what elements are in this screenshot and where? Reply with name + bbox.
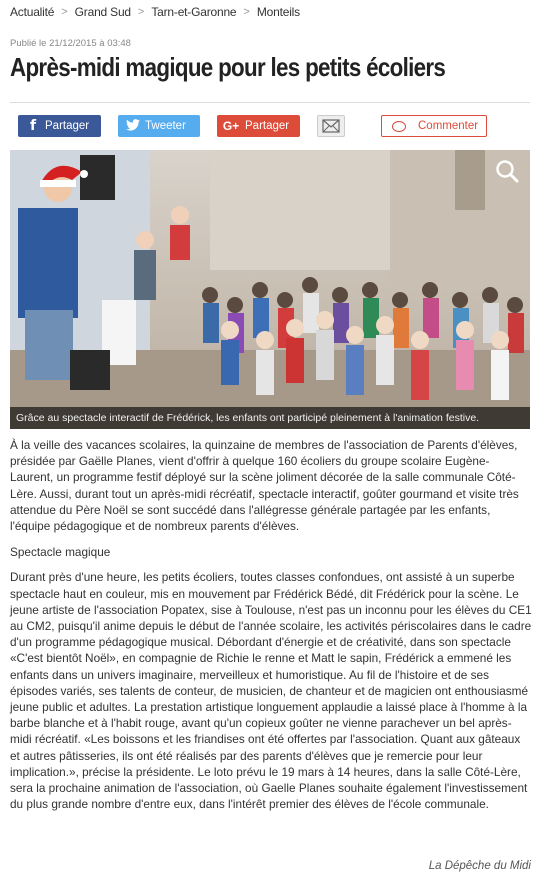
article-body (10, 437, 532, 822)
speech-bubble-icon (392, 121, 406, 132)
comment-button-label: Commenter (418, 120, 479, 132)
article-title: Après-midi magique pour les petits écoliers (10, 52, 446, 82)
breadcrumb (10, 4, 300, 20)
photo-scene (10, 150, 530, 429)
breadcrumb-separator: > (137, 6, 145, 18)
breadcrumb-monteils[interactable]: Monteils (256, 5, 300, 19)
facebook-share-label: Partager (45, 120, 90, 132)
googleplus-share-label: Partager (245, 120, 290, 132)
facebook-icon: f (29, 118, 37, 134)
article-photo[interactable] (10, 150, 530, 429)
comment-button[interactable] (381, 115, 487, 137)
email-share-button[interactable] (317, 115, 345, 137)
breadcrumb-grand-sud[interactable]: Grand Sud (74, 5, 131, 19)
twitter-share-label: Tweeter (145, 120, 186, 132)
article-subheading: Spectacle magique (10, 545, 111, 560)
googleplus-icon: G+ (222, 119, 240, 133)
article-paragraph: À la veille des vacances scolaires, la quinzaine de membres de l'association de Parents d'élèves, présidée par Gaëlle Planes, vient d'offrir à quelque 160 écoliers du groupe scolaire Eugène-Laurent, un programme festif déployé sur la scène joliment décorée de la salle communale Côté-Lère. Aussi, durant tout un après-midi récréatif, spectacle interactif, goûter gourmand et visite très attendue du Père Noël se sont succédé dans l'allégresse générale partagée par les enfants, l'équipe pédagogique et de nombreux parents d'élèves. (10, 438, 519, 534)
envelope-icon (318, 116, 344, 136)
breadcrumb-separator: > (61, 6, 68, 18)
twitter-share-button[interactable] (118, 115, 200, 137)
facebook-share-button[interactable] (18, 115, 101, 137)
zoom-icon[interactable] (494, 158, 520, 184)
divider (10, 102, 530, 103)
photo-caption: Grâce au spectacle interactif de Frédérick, les enfants ont participé pleinement à l'animation festive. (10, 407, 530, 429)
breadcrumb-tarn-et-garonne[interactable]: Tarn-et-Garonne (151, 5, 237, 19)
breadcrumb-separator: > (243, 6, 250, 18)
article-source: La Dépêche du Midi (428, 860, 531, 872)
twitter-bird-icon (123, 119, 143, 134)
breadcrumb-actualite[interactable]: Actualité (10, 5, 55, 19)
article-paragraph: Durant près d'une heure, les petits écoliers, toutes classes confondues, ont assisté à un superbe spectacle haut en couleur, mis en mouvement par Frédérick Bédé, dit Frédérick pour la scène. Le jeune artiste de l'association Popatex, sise à Toulouse, n'est pas un inconnu pour les élèves du CE1 au CM2, puisqu'il anime depuis le début de l'année scolaire, les activités périscolaires dans le cadre d'un programme pédagogique musical. Débordant d'énergie et de créativité, dans son spectacle «C'est bientôt Noël», en compagnie de Richie le renne et Matt le sapin, Frédérick a emmené les enfants dans un univers imaginaire, merveilleux et humoristique. Au fil de l'histoire et de ses épisodes variés, ses talents de conteur, de musicien, de chanteur et de magicien ont enthousiasmé jeune public et adultes. La prestation artistique longuement applaudie a laissé place à l'homme à la barbe blanche et à l'habit rouge, avant qu'un copieux goûter ne vienne parachever un bel après-midi récréatif. «Les boissons et les friandises ont été offertes par l'association. Quant aux gâteaux et autres pâtisseries, ils ont été réalisés par des parents d'élèves que je remercie pour leur implication.», précise la présidente. Le loto prévu le 19 mars à 14 heures, dans la salle Côté-Lère, sera la prochaine animation de l'association, où Gaelle Planes souhaite également l'investissement du plus grande nombre d'entre eux, dans l'intérêt premier des élèves de l'école communale. (10, 570, 532, 812)
publication-date: Publié le 21/12/2015 à 03:48 (10, 38, 131, 49)
googleplus-share-button[interactable] (217, 115, 300, 137)
